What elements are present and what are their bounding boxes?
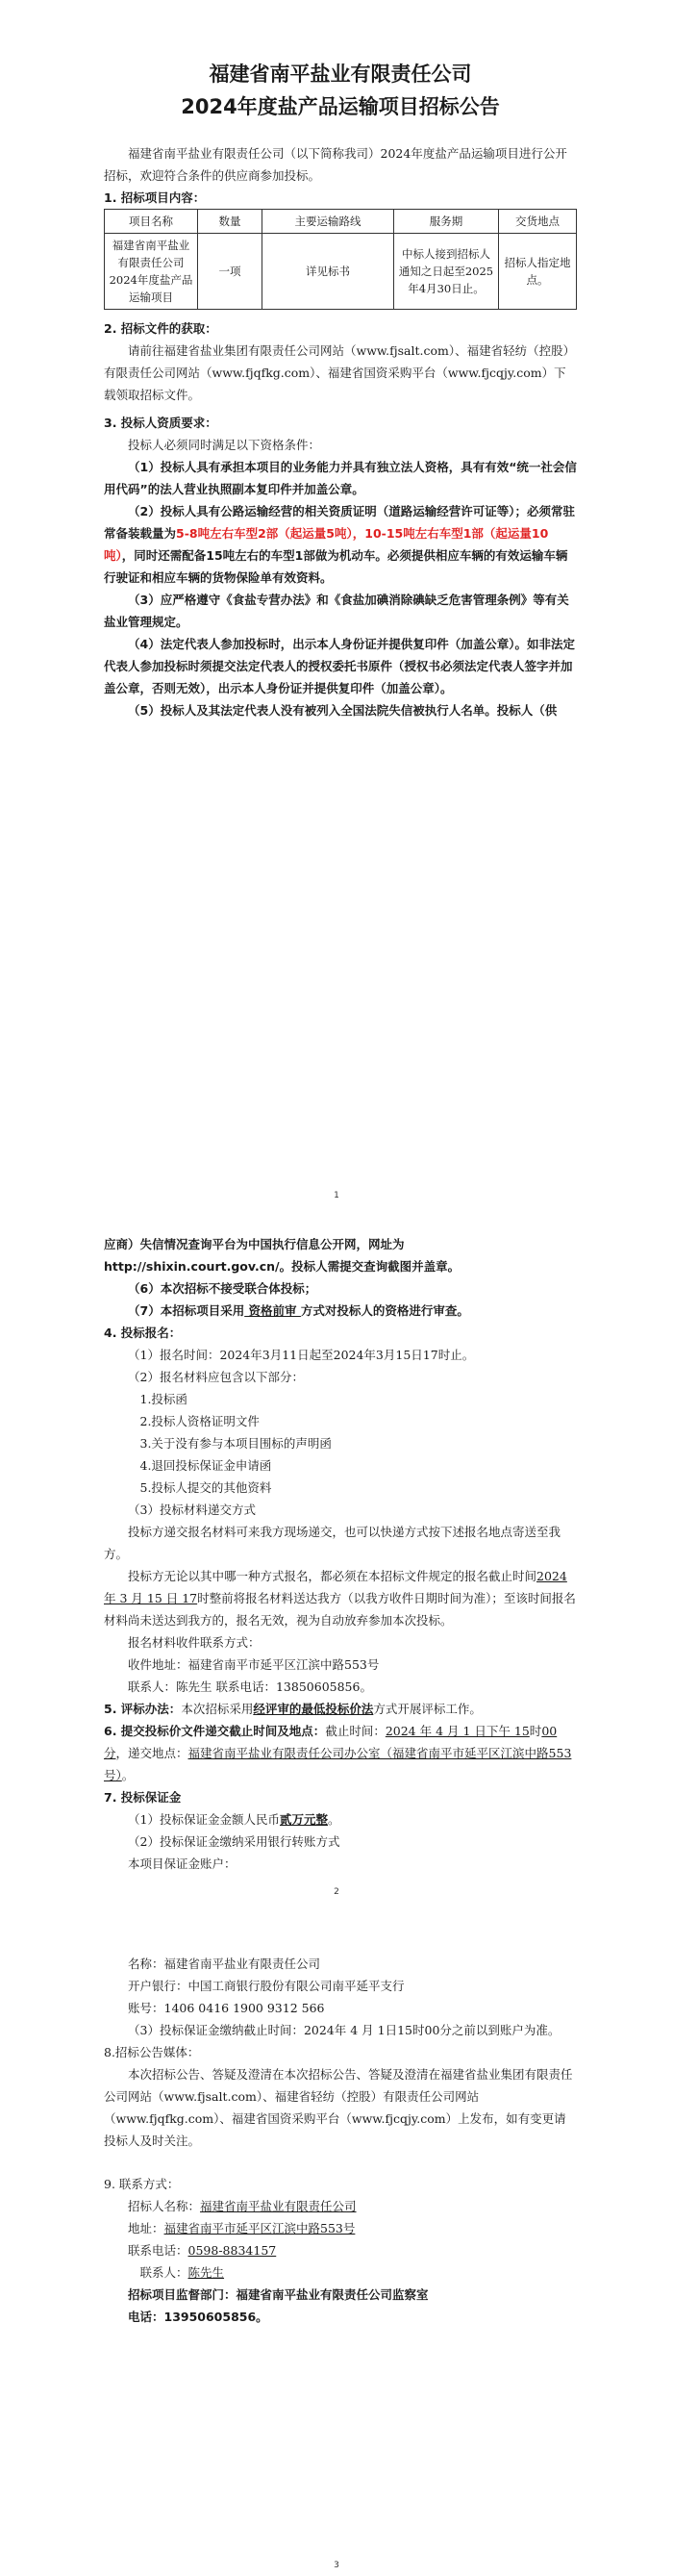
table-header: 数量 — [198, 210, 262, 234]
page-3 — [0, 1910, 673, 2576]
supervisor-phone: 电话：13950605856。 — [128, 2310, 268, 2324]
vehicle-requirement: 5-8吨左右车型2部（起运量5吨），10-15吨左右车型1部（起运量10吨） — [104, 526, 549, 563]
page-number: 2 — [334, 1887, 339, 1897]
account-number: 账号：1406 0416 1900 9312 566 — [128, 2001, 325, 2015]
section-5: 5. 评标办法：本次招标采用经评审的最低投标价法方式开展评标工作。 — [104, 1702, 482, 1716]
tenderer-contact-person: 联系人：陈先生 — [139, 2265, 225, 2280]
submission-deadline-text: 投标方无论以其中哪一种方式报名，都必须在本招标文件规定的报名截止时间2024年 3 月 15 日 17时整前将报名材料送达我方（以我方收件日期时间为准）；至该时间报名材料尚未送达到我方的，报名无效，视为自动放弃参加本次投标。 — [104, 1569, 576, 1628]
section-2-text: 请前往福建省盐业集团有限责任公司网站（www.fjsalt.com）、福建省轻纺（控股）有限责任公司网站（www.fjqfkg.com）、福建省国资采购平台（www.fjcqjy.com）下载领取招标文件。 — [104, 343, 576, 402]
receiver-contact: 联系人：陈先生 联系电话：13850605856。 — [128, 1679, 372, 1694]
intro-paragraph: 福建省南平盐业有限责任公司（以下简称我司）2024年度盐产品运输项目进行公开招标，欢迎符合条件的供应商参加投标。 — [104, 146, 567, 183]
registration-materials: （2）报名材料应包含以下部分： — [128, 1370, 304, 1384]
account-name: 名称：福建省南平盐业有限责任公司 — [128, 1957, 321, 1971]
receiver-info-label: 报名材料收件联系方式： — [128, 1635, 261, 1650]
table-header: 服务期 — [394, 210, 499, 234]
list-item: 2.投标人资格证明文件 — [139, 1414, 260, 1428]
table-header: 交货地点 — [499, 210, 577, 234]
list-item: 5.投标人提交的其他资料 — [139, 1480, 272, 1495]
qualification-4: （4）法定代表人参加投标时，出示本人身份证并提供复印件（加盖公章）。如非法定代表人参加投标时须提交法定代表人的授权委托书原件（授权书必须法定代表人签字并加盖公章，否则无效），出示本人身份证并提供复印件（加盖公章）。 — [104, 637, 575, 695]
tenderer-name: 招标人名称：福建省南平盐业有限责任公司 — [128, 2199, 357, 2213]
table-header: 主要运输路线 — [262, 210, 394, 234]
deposit-method: （2）投标保证金缴纳采用银行转账方式 — [128, 1834, 340, 1849]
table-cell: 福建省南平盐业有限责任公司2024年度盐产品运输项目 — [105, 234, 198, 310]
section-6: 6. 提交投标价文件递交截止时间及地点：截止时间：2024 年 4 月 1 日下午 15时00分，递交地点：福建省南平盐业有限责任公司办公室（福建省南平市延平区江滨中路553号）。 — [104, 1724, 572, 1782]
submission-method-text: 投标方递交报名材料可来我方现场递交，也可以快递方式按下述报名地点寄送至我方。 — [104, 1525, 561, 1561]
receiver-address: 收件地址：福建省南平市延平区江滨中路553号 — [128, 1657, 380, 1672]
registration-time: （1）报名时间：2024年3月11日起至2024年3月15日17时止。 — [128, 1348, 475, 1362]
submission-method-heading: （3）投标材料递交方式 — [128, 1503, 256, 1517]
table-cell: 一项 — [198, 234, 262, 310]
tenderer-phone: 联系电话：0598-8834157 — [128, 2243, 277, 2258]
section-9-heading: 9. 联系方式： — [104, 2177, 180, 2191]
deposit-deadline: （3）投标保证金缴纳截止时间：2024年 4 月 1日15时00分之前以到账户为准。 — [128, 2023, 561, 2037]
qualification-5-part1: （5）投标人及其法定代表人没有被列入全国法院失信被执行人名单。投标人（供 — [128, 703, 558, 718]
list-item: 3.关于没有参与本项目围标的声明函 — [139, 1436, 332, 1451]
table-row — [105, 234, 577, 310]
section-3-heading: 3. 投标人资质要求： — [104, 416, 217, 430]
table-cell: 详见标书 — [262, 234, 394, 310]
section-1-heading: 1. 招标项目内容： — [104, 190, 206, 205]
section-8-text: 本次招标公告、答疑及澄清在本次招标公告、答疑及澄清在福建省盐业集团有限责任公司网站（www.fjsalt.com）、福建省轻纺（控股）有限责任公司网站（www.fjqfkg.com）、福建省国资采购平台（www.fjcqjy.com）上发布，如有变更请投标人及时关注。 — [104, 2067, 573, 2148]
qualification-2: （2）投标人具有公路运输经营的相关资质证明（道路运输经营许可证等）；必须常驻常备装载量为5-8吨左右车型2部（起运量5吨），10-15吨左右车型1部（起运量10吨），同时还需配备15吨左右的车型1部做为机动车。必须提供相应车辆的有效运输车辆行驶证和相应车辆的货物保险单有效资料。 — [104, 504, 575, 585]
section-2-heading: 2. 招标文件的获取： — [104, 321, 217, 336]
deposit-amount: （1）投标保证金金额人民币贰万元整。 — [128, 1812, 340, 1827]
table-cell: 招标人指定地点。 — [499, 234, 577, 310]
table-header: 项目名称 — [105, 210, 198, 234]
supervisor-department: 招标项目监督部门：福建省南平盐业有限责任公司监察室 — [128, 2287, 429, 2302]
table-cell: 中标人接到招标人通知之日起至2025年4月30日止。 — [394, 234, 499, 310]
section-4-heading: 4. 投标报名： — [104, 1326, 182, 1340]
deposit-account-label: 本项目保证金账户： — [128, 1856, 237, 1871]
section-8-heading: 8.招标公告媒体： — [104, 2045, 200, 2059]
page-2 — [0, 1214, 673, 1910]
qualification-3: （3）应严格遵守《食盐专营办法》和《食盐加碘消除碘缺乏危害管理条例》等有关盐业管理规定。 — [104, 593, 569, 629]
qualification-6: （6）本次招标不接受联合体投标； — [128, 1281, 317, 1296]
qualification-7: （7）本招标项目采用 资格前审 方式对投标人的资格进行审查。 — [128, 1303, 469, 1318]
account-bank: 开户银行：中国工商银行股份有限公司南平延平支行 — [128, 1979, 405, 1993]
page-1 — [0, 0, 673, 1214]
qualification-lead: 投标人必须同时满足以下资格条件： — [128, 438, 321, 452]
page-number: 3 — [334, 2561, 339, 2570]
qualification-5-part2: 应商）失信情况查询平台为中国执行信息公开网，网址为http://shixin.court.gov.cn/。投标人需提交查询截图并盖章。 — [104, 1237, 461, 1274]
qualification-1: （1）投标人具有承担本项目的业务能力并具有独立法人资格，具有有效“统一社会信用代码”的法人营业执照副本复印件并加盖公章。 — [104, 460, 577, 496]
page-number: 1 — [334, 1191, 339, 1200]
project-table — [104, 209, 577, 310]
table-header-row — [105, 210, 577, 234]
section-7-heading: 7. 投标保证金 — [104, 1790, 182, 1805]
document-title: 福建省南平盐业有限责任公司 2024年度盐产品运输项目招标公告 — [181, 63, 500, 118]
list-item: 1.投标函 — [139, 1392, 187, 1406]
tenderer-address: 地址：福建省南平市延平区江滨中路553号 — [128, 2221, 356, 2235]
list-item: 4.退回投标保证金申请函 — [139, 1458, 272, 1473]
